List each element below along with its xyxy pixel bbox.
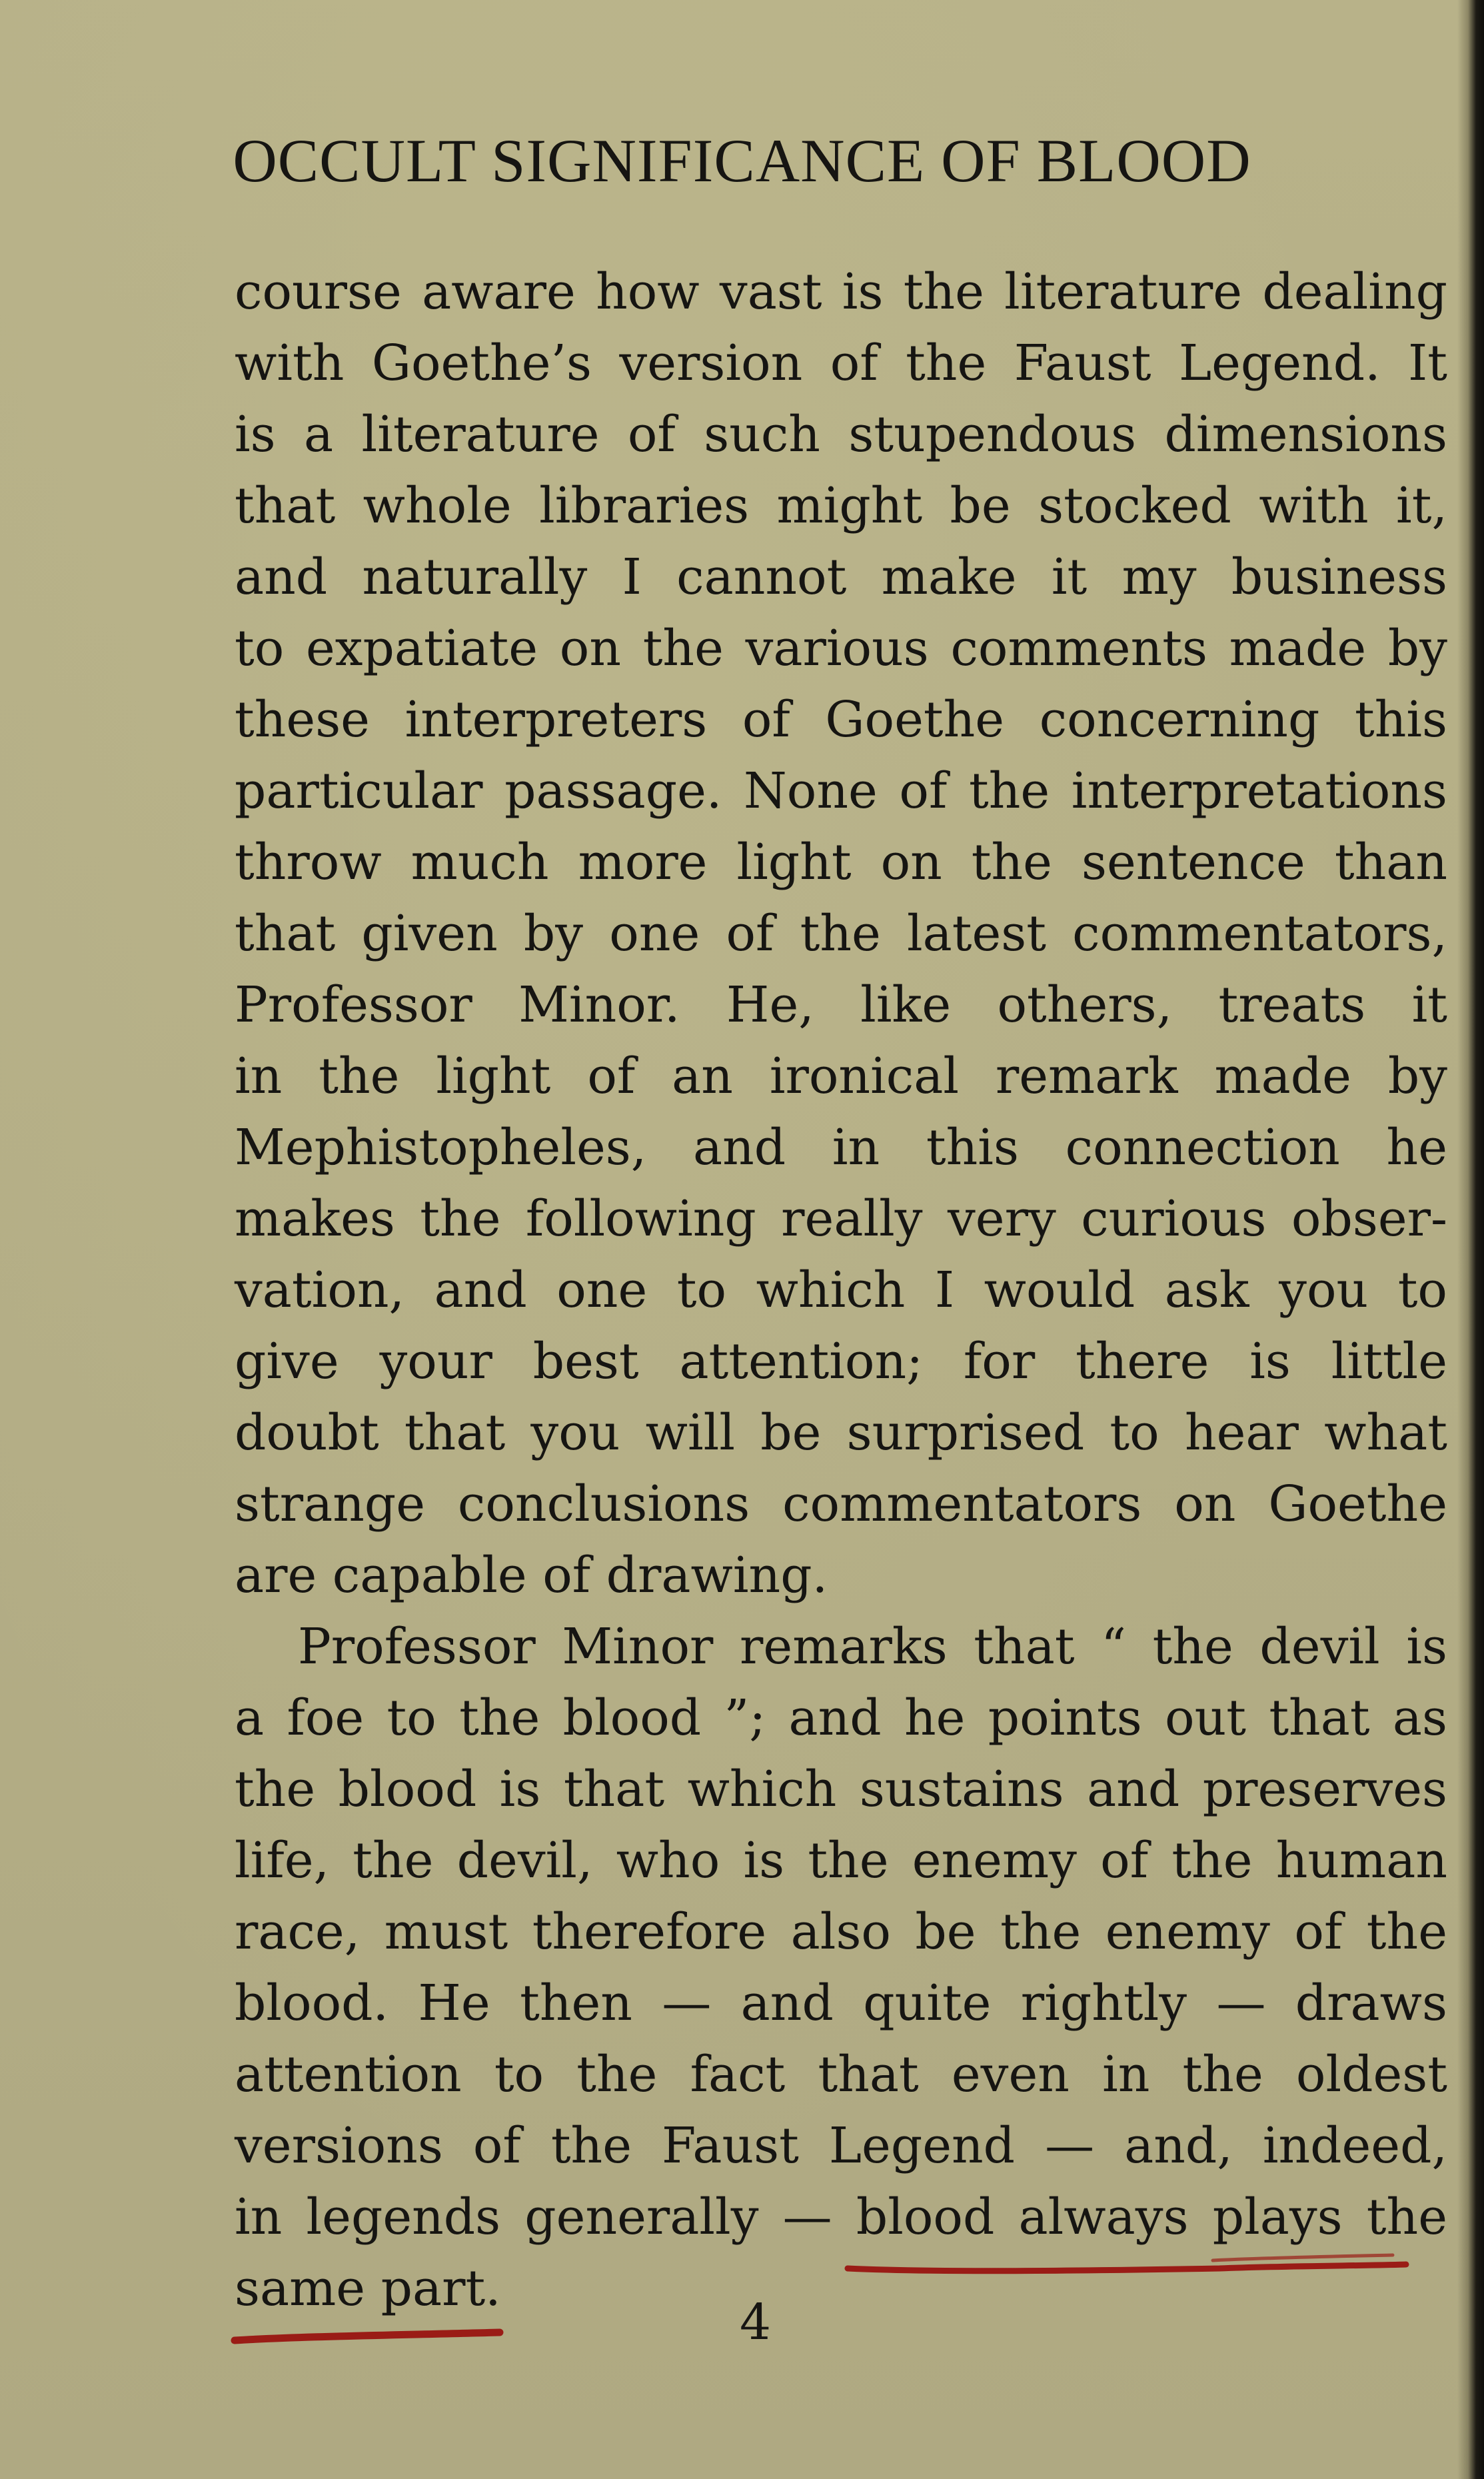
text-line: in the light of an ironical remark made by — [235, 1048, 1447, 1105]
text-line: in legends generally — blood always plays the — [235, 2188, 1447, 2246]
text-line: versions of the Faust Legend — and, indeed, — [235, 2117, 1447, 2174]
page-edge-shadow — [1457, 0, 1484, 2479]
text-line: strange conclusions commentators on Goethe — [235, 1475, 1447, 1533]
text-line: course aware how vast is the literature dealing — [235, 263, 1447, 321]
page-number: 4 — [739, 2294, 772, 2351]
text-line: that given by one of the latest commentators, — [235, 905, 1447, 962]
text-line: give your best attention; for there is little — [235, 1333, 1447, 1390]
text-line: to expatiate on the various comments made by — [235, 620, 1447, 677]
text-line: doubt that you will be surprised to hear what — [235, 1404, 1447, 1461]
text-line: these interpreters of Goethe concerning this — [235, 691, 1447, 748]
text-line: attention to the fact that even in the oldest — [235, 2046, 1447, 2103]
running-title: OCCULT SIGNIFICANCE OF BLOOD — [233, 127, 1251, 195]
text-line: vation, and one to which I would ask you to — [235, 1261, 1447, 1319]
text-line: Professor Minor. He, like others, treats it — [235, 976, 1447, 1034]
text-line: are capable of drawing. — [235, 1547, 828, 1604]
text-line: and naturally I cannot make it my business — [235, 548, 1447, 606]
text-line: same part. — [235, 2260, 501, 2317]
text-line: makes the following really very curious obser- — [235, 1190, 1447, 1247]
text-line: the blood is that which sustains and preserves — [235, 1761, 1447, 1818]
text-line: a foe to the blood ”; and he points out that as — [235, 1689, 1447, 1747]
text-line: life, the devil, who is the enemy of the human — [235, 1832, 1447, 1889]
body-text — [235, 257, 1447, 2324]
text-line: particular passage. None of the interpretations — [235, 762, 1447, 820]
text-line: blood. He then — and quite rightly — draws — [235, 1975, 1447, 2032]
text-line: with Goethe’s version of the Faust Legend. It — [235, 335, 1447, 392]
text-line: that whole libraries might be stocked with it, — [235, 477, 1447, 534]
paragraph-start-line: Professor Minor remarks that “ the devil is — [298, 1618, 1447, 1675]
text-line: throw much more light on the sentence than — [235, 834, 1447, 891]
text-line: Mephistopheles, and in this connection he — [235, 1119, 1447, 1176]
text-line: race, must therefore also be the enemy of the — [235, 1903, 1447, 1961]
text-line: is a literature of such stupendous dimensions — [235, 406, 1447, 463]
